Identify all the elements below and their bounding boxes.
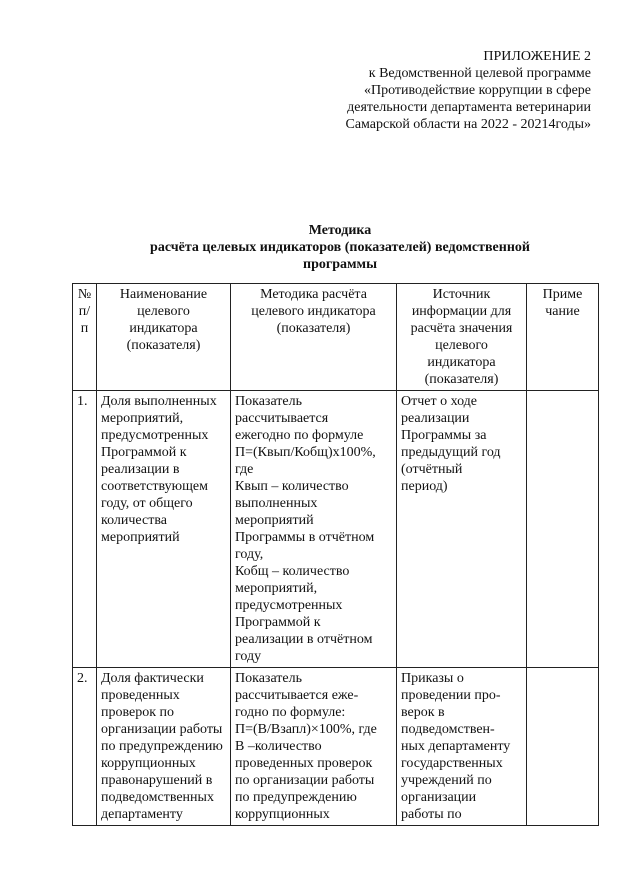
appendix-line: к Ведомственной целевой программе	[368, 66, 591, 81]
title-line: Методика	[308, 223, 372, 238]
calculation-method: Показатель рассчитывается ежегодно по формуле П=(Квып/Кобщ)х100%, где Квып – количество выполненных мероприятий Программы в отчётном году, Кобщ – количество мероприятий, предусмотренных Программой к реализации в отчётном году	[231, 391, 397, 668]
appendix-title: ПРИЛОЖЕНИЕ 2	[483, 49, 591, 64]
appendix-line: Самарской области на 2022 - 20214годы»	[345, 117, 591, 132]
header-method: Методика расчёта целевого индикатора (показателя)	[231, 284, 397, 391]
appendix-line: деятельности департамента ветеринарии	[347, 100, 591, 115]
table-row	[73, 668, 599, 826]
header-source: Источник информации для расчёта значения целевого индикатора (показателя)	[397, 284, 527, 391]
indicator-name: Доля фактически проведенных проверок по организации работы по предупреждению коррупционных правонарушений в подведомственных департаменту	[97, 668, 231, 826]
title-line: программы	[303, 257, 377, 272]
information-source: Отчет о ходе реализации Программы за предыдущий год (отчётный период)	[397, 391, 527, 668]
title-line: расчёта целевых индикаторов (показателей) ведомственной	[150, 240, 530, 255]
note	[527, 668, 599, 826]
indicator-methods-table	[72, 283, 599, 826]
header-indicator-name: Наименование целевого индикатора (показателя)	[97, 284, 231, 391]
row-number: 2.	[73, 668, 97, 826]
document-title	[60, 222, 620, 273]
appendix-line: «Противодействие коррупции в сфере	[364, 83, 591, 98]
appendix-header	[345, 48, 591, 133]
table-row	[73, 391, 599, 668]
table-header-row	[73, 284, 599, 391]
information-source: Приказы о проведении про- верок в подведомствен- ных департаменту государственных учреждений по организации работы по	[397, 668, 527, 826]
header-number: № п/ п	[73, 284, 97, 391]
header-note: Приме чание	[527, 284, 599, 391]
calculation-method: Показатель рассчитывается еже- годно по формуле: П=(В/Взапл)×100%, где В –количество проведенных проверок по организации работы по предупреждению коррупционных	[231, 668, 397, 826]
row-number: 1.	[73, 391, 97, 668]
indicator-name: Доля выполненных мероприятий, предусмотренных Программой к реализации в соответствующем году, от общего количества мероприятий	[97, 391, 231, 668]
note	[527, 391, 599, 668]
